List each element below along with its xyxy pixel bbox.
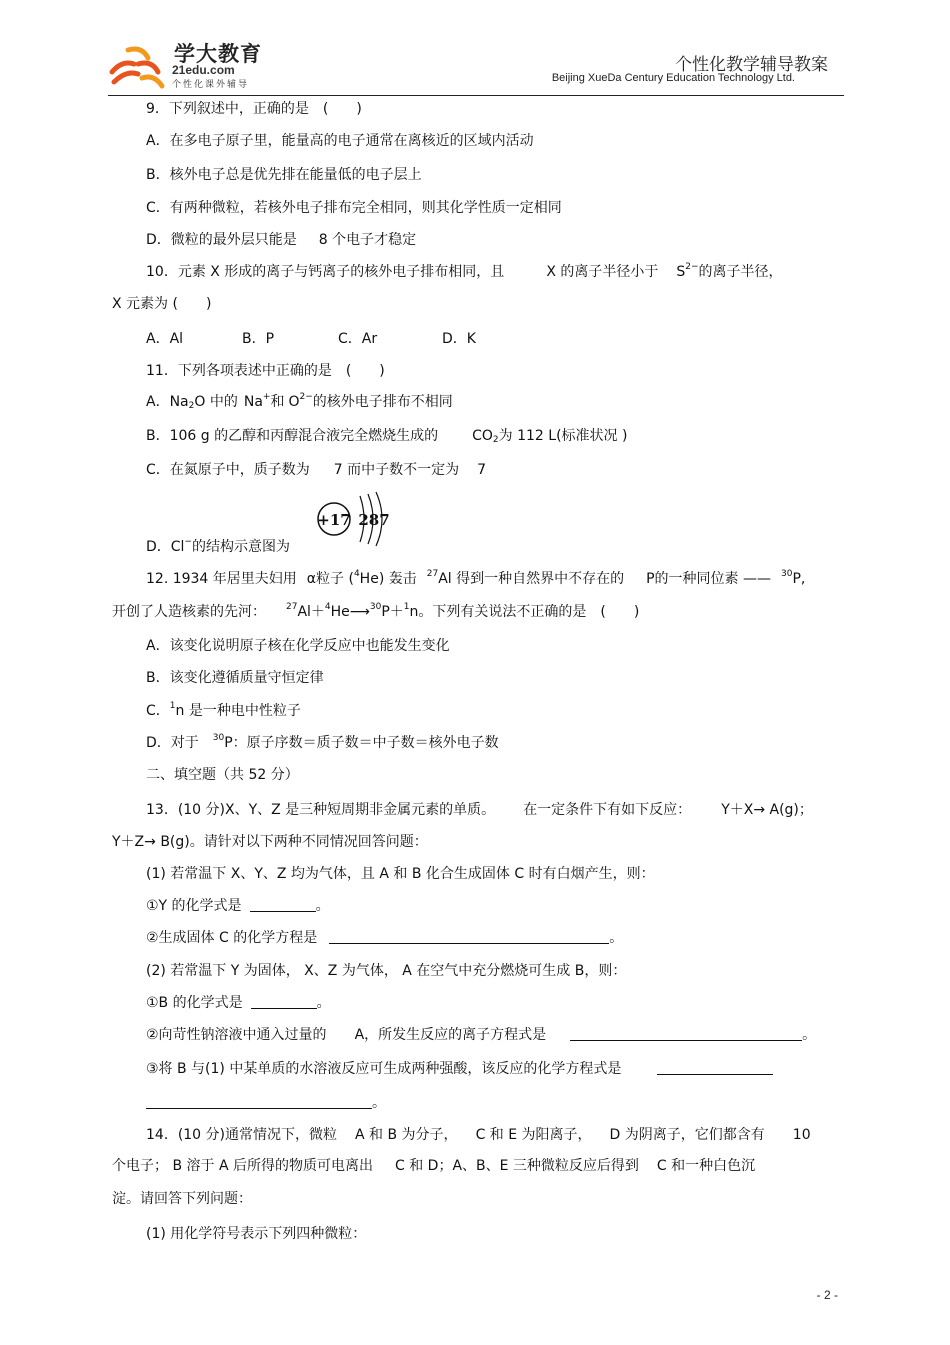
section-heading: 二、填空题（共 52 分） bbox=[146, 767, 299, 783]
q14-text: 14．(10 分)通常情况下，微粒 bbox=[146, 1127, 338, 1143]
q10-option-a: A．Al bbox=[146, 331, 184, 347]
q9-option-b: B．核外电子总是优先排在能量低的电子层上 bbox=[146, 167, 422, 183]
q13-text: 在一定条件下有如下反应： bbox=[523, 802, 692, 818]
q10-stem-text: 的离子半径， bbox=[698, 264, 783, 280]
q10-stem-text: 10．元素 X 形成的离子与钙离子的核外电子排布相同，且 bbox=[146, 264, 505, 280]
q13-text: 。 bbox=[802, 1027, 817, 1043]
q12-text: Al 得到一种自然界中不存在的 bbox=[438, 571, 625, 587]
q14-text: 10 bbox=[792, 1127, 811, 1143]
mass-number: 30 bbox=[781, 569, 793, 579]
mass-number: 1 bbox=[403, 602, 410, 612]
q11-text: 7 bbox=[477, 462, 487, 478]
q9-option-c: C．有两种微粒，若核外电子排布完全相同，则其化学性质一定相同 bbox=[146, 200, 562, 216]
q10-option-c: C．Ar bbox=[338, 331, 378, 347]
chloride-structure-diagram bbox=[312, 488, 402, 548]
q12-option-a: A．该变化说明原子核在化学反应中也能发生变化 bbox=[146, 638, 450, 654]
q12-option-b: B．该变化遵循质量守恒定律 bbox=[146, 670, 324, 686]
mass-number: 4 bbox=[353, 569, 360, 579]
q12-text: n。下列有关说法不正确的是 ( ) bbox=[409, 604, 640, 620]
q13-text: 。 bbox=[609, 930, 624, 946]
q13-part2-iii bbox=[146, 1060, 773, 1078]
q13-text: ①B 的化学式是 bbox=[146, 995, 243, 1011]
q13-text: ①Y 的化学式是 bbox=[146, 898, 242, 914]
q12-stem-line1 bbox=[146, 570, 805, 588]
mass-number: 30 bbox=[212, 733, 225, 743]
logo-tagline: 个性化课外辅导 bbox=[172, 80, 250, 90]
q11-option-d bbox=[146, 538, 290, 556]
q9-option-d-text: D．微粒的最外层只能是 bbox=[146, 232, 297, 248]
q12-text: D．对于 bbox=[146, 735, 199, 751]
q14-text: A 和 B 为分子， bbox=[355, 1127, 458, 1143]
q14-stem-line1 bbox=[146, 1126, 811, 1144]
q11-text: 7 而中子数不一定为 bbox=[333, 462, 460, 478]
q12-text: 12. 1934 年居里夫妇用 bbox=[146, 571, 297, 587]
sulfide-charge: 2− bbox=[685, 262, 699, 272]
q12-text: C． bbox=[146, 703, 170, 719]
q13-text: ②生成固体 C 的化学方程是 bbox=[146, 930, 318, 946]
mass-number: 27 bbox=[286, 602, 298, 612]
q14-text: D 为阴离子，它们都含有 bbox=[609, 1127, 765, 1143]
q11-text: A． bbox=[146, 394, 170, 410]
q13-part1: (1) 若常温下 X、Y、Z 均为气体，且 A 和 B 化合生成固体 C 时有白烟产生，则： bbox=[146, 866, 655, 882]
q9-option-a: A．在多电子原子里，能量高的电子通常在离核近的区域内活动 bbox=[146, 133, 534, 149]
q11-option-b bbox=[146, 427, 627, 445]
q13-part1-i bbox=[146, 897, 330, 915]
page-number: - 2 - bbox=[816, 1288, 838, 1302]
answer-blank[interactable] bbox=[570, 1026, 802, 1041]
q13-text: ②向苛性钠溶液中通入过量的 bbox=[146, 1027, 327, 1043]
q10-stem-line2: X 元素为 ( ) bbox=[112, 296, 212, 312]
q13-part2: (2) 若常温下 Y 为固体， X、Z 为气体， A 在空气中充分燃烧可生成 B，则： bbox=[146, 963, 627, 979]
answer-blank[interactable] bbox=[251, 994, 317, 1009]
formula-subscript: 2 bbox=[188, 401, 195, 411]
oxide-charge: 2− bbox=[299, 392, 313, 402]
q14-text: C 和 E 为阳离子， bbox=[475, 1127, 592, 1143]
xueda-logo bbox=[108, 38, 268, 90]
q13-text: 。 bbox=[372, 1095, 386, 1111]
answer-blank[interactable] bbox=[657, 1060, 773, 1075]
q11-stem: 11．下列各项表述中正确的是 ( ) bbox=[146, 363, 385, 379]
chloride-ion: Cl bbox=[170, 539, 185, 555]
q12-text: P：原子序数＝质子数＝中子数＝核外电子数 bbox=[224, 735, 499, 751]
q13-text: A，所发生反应的离子方程式是 bbox=[354, 1027, 547, 1043]
q12-text: P＋ bbox=[381, 604, 404, 620]
q13-part2-i bbox=[146, 994, 331, 1012]
formula-na2o: O bbox=[194, 394, 206, 410]
q13-text: 13．(10 分)X、Y、Z 是三种短周期非金属元素的单质。 bbox=[146, 802, 496, 818]
shell-electrons-label: 287 bbox=[358, 511, 390, 529]
q13-text: Y＋X→ A(g)； bbox=[721, 802, 813, 818]
q13-part2-ii bbox=[146, 1026, 816, 1044]
q14-text: 个电子； B 溶于 A 后所得的物质可电离出 bbox=[112, 1158, 373, 1174]
q11-option-a bbox=[146, 393, 453, 411]
q12-text: He⟶ bbox=[330, 604, 370, 620]
logo-url: 21edu.com bbox=[172, 63, 235, 77]
formula-co2: CO bbox=[472, 428, 493, 444]
q14-text: C 和一种白色沉 bbox=[656, 1158, 756, 1174]
header-divider bbox=[108, 95, 844, 96]
q12-text: Al＋ bbox=[297, 604, 325, 620]
sodium-ion: Na bbox=[243, 394, 263, 410]
q13-text: 。 bbox=[316, 995, 331, 1011]
nucleus-label: +17 bbox=[317, 511, 351, 529]
q12-text: P, bbox=[792, 571, 806, 587]
answer-blank[interactable] bbox=[146, 1094, 372, 1109]
q14-text: C 和 D；A、B、E 三种微粒反应后得到 bbox=[394, 1158, 639, 1174]
q12-text: α粒子 ( bbox=[306, 571, 354, 587]
q12-option-d bbox=[146, 734, 499, 752]
q12-option-c bbox=[146, 702, 301, 720]
q11-text: 的核外电子排布不相同 bbox=[312, 394, 453, 410]
logo-name: 学大教育 bbox=[174, 42, 262, 66]
mass-number: 1 bbox=[169, 701, 176, 711]
q10-option-b: B．P bbox=[242, 331, 275, 347]
q11-option-c bbox=[146, 461, 486, 479]
mass-number: 27 bbox=[426, 569, 439, 579]
header-subtitle: Beijing XueDa Century Education Technology Ltd. bbox=[551, 72, 795, 84]
q9-stem: 9．下列叙述中，正确的是 ( ) bbox=[146, 101, 362, 117]
q12-text: 开创了人造核素的先河： bbox=[112, 604, 266, 620]
logo-mark-icon bbox=[108, 42, 168, 90]
oxide-ion: O bbox=[288, 394, 300, 410]
mass-number: 30 bbox=[369, 602, 382, 612]
q13-text: ③将 B 与(1) 中某单质的水溶液反应可生成两种强酸，该反应的化学方程式是 bbox=[146, 1061, 622, 1077]
chloride-charge: − bbox=[184, 537, 192, 547]
q11-text: C．在氮原子中，质子数为 bbox=[146, 462, 310, 478]
answer-blank[interactable] bbox=[329, 929, 609, 944]
q10-option-d: D．K bbox=[442, 331, 476, 347]
q10-stem-text: X 的离子半径小于 bbox=[546, 264, 659, 280]
q11-text: B．106 g 的乙醇和丙醇混合液完全燃烧生成的 bbox=[146, 428, 439, 444]
formula-subscript: 2 bbox=[492, 435, 499, 445]
q11-text: D． bbox=[146, 539, 171, 555]
answer-blank[interactable] bbox=[250, 897, 316, 912]
q11-text: 中的 bbox=[205, 394, 238, 410]
q10-stem bbox=[146, 263, 783, 281]
mass-number: 4 bbox=[324, 602, 331, 612]
q14-stem-line3: 淀。请回答下列问题： bbox=[112, 1191, 252, 1207]
q13-part2-iii-cont bbox=[146, 1094, 386, 1112]
q13-stem-line2: Y＋Z→ B(g)。请针对以下两种不同情况回答问题： bbox=[112, 834, 428, 850]
q13-stem-line1 bbox=[146, 801, 813, 819]
q12-text: He) 轰击 bbox=[359, 571, 417, 587]
sulfide-ion: S bbox=[676, 264, 686, 280]
q9-option-d-text: 8 个电子才稳定 bbox=[318, 232, 417, 248]
formula-na2o: Na bbox=[169, 394, 189, 410]
sodium-charge: + bbox=[262, 392, 271, 402]
q12-text: P的一种同位素 —— bbox=[646, 571, 772, 587]
q14-part1: (1) 用化学符号表示下列四种微粒： bbox=[146, 1226, 367, 1242]
q12-stem-line2 bbox=[112, 603, 639, 621]
q13-text: 。 bbox=[315, 898, 330, 914]
q12-text: n 是一种电中性粒子 bbox=[175, 703, 301, 719]
q11-text: 为 112 L(标准状况 ) bbox=[498, 428, 628, 444]
header-title: 个性化教学辅导教案 bbox=[675, 55, 828, 75]
q13-part1-ii bbox=[146, 929, 623, 947]
q14-stem-line2 bbox=[112, 1157, 755, 1175]
q9-option-d bbox=[146, 231, 416, 249]
q11-text: 和 bbox=[270, 394, 285, 410]
q11-text: 的结构示意图为 bbox=[192, 539, 290, 555]
